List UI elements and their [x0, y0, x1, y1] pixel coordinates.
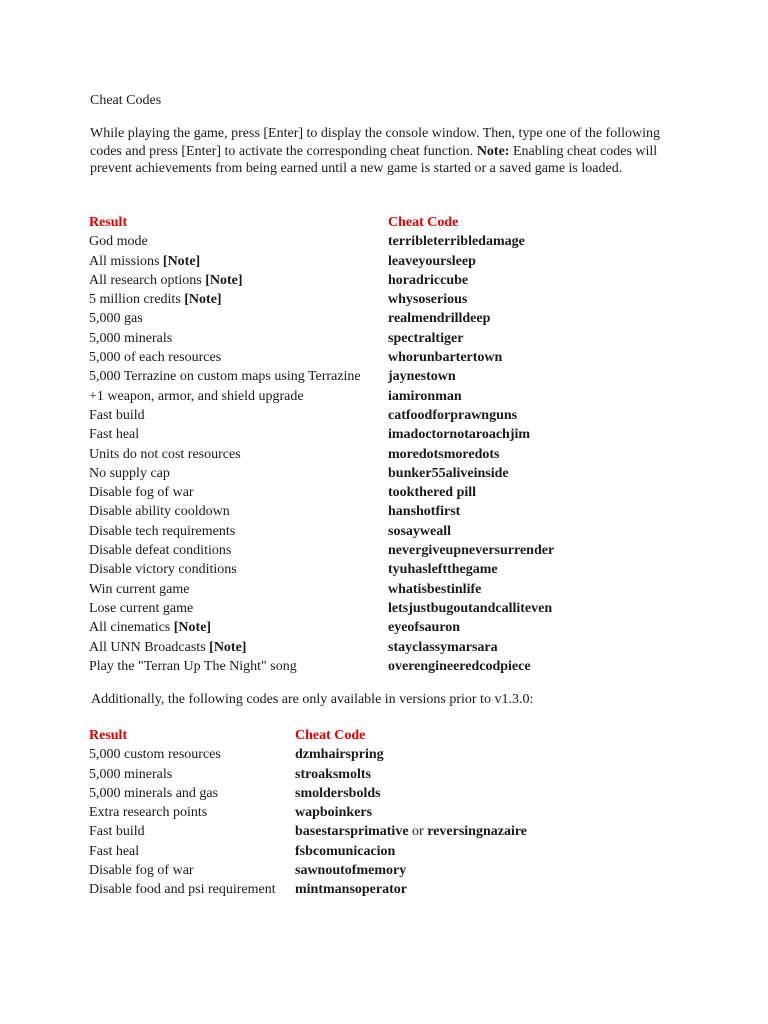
table-row — [89, 880, 527, 899]
cheat-code-cell: tyuhasleftthegame — [388, 562, 498, 578]
table-row — [89, 329, 554, 348]
cheat-code-cell: hanshotfirst — [388, 504, 461, 520]
table-row — [89, 290, 554, 309]
result-cell — [89, 464, 388, 483]
cheat-code-cell: bunker55aliveinside — [388, 465, 509, 481]
table-row — [89, 765, 527, 784]
result-text: Disable ability cooldown — [89, 504, 230, 520]
table-row — [89, 803, 527, 822]
table-row — [89, 861, 527, 880]
code-joiner: or — [408, 824, 428, 840]
result-text: 5,000 of each resources — [89, 350, 222, 366]
result-text: Disable defeat conditions — [89, 543, 232, 559]
table-row — [89, 580, 554, 599]
cheat-code-cell: horadriccube — [388, 272, 469, 288]
cheat-code-cell — [295, 765, 527, 784]
table-row — [89, 406, 554, 425]
cheat-code-text: smoldersbolds — [295, 785, 381, 801]
result-text: Win current game — [89, 581, 190, 597]
table-row — [89, 464, 554, 483]
cheat-code-cell: nevergiveupneversurrender — [388, 543, 555, 559]
result-cell: Extra research points — [89, 805, 208, 821]
intro-note-label: Note: — [476, 143, 510, 159]
result-cell — [89, 329, 388, 348]
result-cell: Disable fog of war — [89, 863, 194, 879]
result-cell: Disable food and psi requirement — [89, 882, 276, 898]
table-row — [89, 367, 554, 386]
table-row — [89, 271, 554, 290]
cheat-code-cell: terribleterribledamage — [388, 234, 525, 250]
page-title: Cheat Codes — [90, 93, 162, 108]
result-cell — [89, 522, 388, 541]
result-cell — [89, 425, 388, 444]
result-cell: 5,000 custom resources — [89, 747, 221, 763]
cheat-code-cell — [295, 861, 527, 880]
result-header: Result — [89, 215, 128, 230]
intro-paragraph — [90, 125, 670, 178]
cheat-code-text: mintmansoperator — [295, 882, 407, 898]
cheat-code-cell: sosayweall — [388, 523, 451, 539]
result-text: No supply cap — [89, 465, 170, 481]
cheat-code-cell: letsjustbugoutandcalliteven — [388, 600, 553, 616]
result-text: Disable victory conditions — [89, 562, 237, 578]
result-text: +1 weapon, armor, and shield upgrade — [89, 388, 304, 404]
result-cell — [89, 618, 388, 637]
result-text: 5 million credits — [89, 292, 185, 308]
result-text: Units do not cost resources — [89, 446, 241, 462]
result-cell — [89, 348, 388, 367]
result-text: All UNN Broadcasts — [89, 639, 210, 655]
table-row — [89, 348, 554, 367]
result-cell — [89, 580, 388, 599]
result-cell — [89, 657, 388, 676]
table-row — [89, 387, 554, 406]
result-text: Disable fog of war — [89, 485, 194, 501]
result-text: Lose current game — [89, 600, 194, 616]
table-row — [89, 745, 527, 764]
table-row — [89, 425, 554, 444]
result-cell: Fast heal — [89, 843, 140, 859]
cheat-code-cell: realmendrilldeep — [388, 311, 491, 327]
cheat-code-text: fsbcomunicacion — [295, 843, 396, 859]
result-cell — [89, 271, 388, 290]
cheat-code-cell: eyeofsauron — [388, 620, 461, 636]
legacy-cheat-code-header: Cheat Code — [295, 728, 366, 743]
result-text: All research options — [89, 272, 206, 288]
cheat-code-cell: whatisbestinlife — [388, 581, 482, 597]
cheat-code-cell: leaveyoursleep — [388, 253, 476, 269]
result-text: All missions — [89, 253, 163, 269]
cheat-code-cell: spectraltiger — [388, 330, 464, 346]
cheat-code-text: sawnoutofmemory — [295, 863, 407, 879]
cheat-code-cell — [295, 880, 527, 899]
result-text: God mode — [89, 234, 148, 250]
result-cell — [89, 252, 388, 271]
result-cell — [89, 599, 388, 618]
cheat-code-cell: imadoctornotaroachjim — [388, 427, 531, 443]
result-cell: 5,000 minerals — [89, 766, 173, 782]
cheat-code-cell: stayclassymarsara — [388, 639, 498, 655]
result-text: Fast heal — [89, 427, 140, 443]
result-cell: Fast build — [89, 824, 145, 840]
cheat-code-cell: whorunbartertown — [388, 350, 503, 366]
result-cell: 5,000 minerals and gas — [89, 785, 219, 801]
cheat-code-cell — [295, 822, 527, 841]
result-cell — [89, 502, 388, 521]
result-cell — [89, 445, 388, 464]
alt-cheat-code-text: reversingnazaire — [427, 824, 528, 840]
legacy-table-header-row — [89, 726, 527, 745]
table-row — [89, 842, 527, 861]
result-cell — [89, 309, 388, 328]
cheat-code-cell — [295, 745, 527, 764]
cheat-code-cell: jaynestown — [388, 369, 456, 385]
cheat-code-header: Cheat Code — [388, 215, 459, 230]
intro-text-after: Enabling cheat codes will prevent achievements from being earned until a new game is started or a saved game is loaded. — [90, 143, 658, 176]
table-row — [89, 541, 554, 560]
table-row — [89, 638, 554, 657]
cheat-code-cell: whysoserious — [388, 292, 468, 308]
table-row — [89, 252, 554, 271]
result-cell — [89, 638, 388, 657]
table-header-row — [89, 213, 554, 232]
intro-text: While playing the game, press [Enter] to display the console window. Then, type one of the following codes and press [Enter] to activate the corresponding cheat function. — [90, 126, 660, 159]
result-text: All cinematics — [89, 620, 174, 636]
result-cell — [89, 483, 388, 502]
table-row — [89, 618, 554, 637]
note-tag: [Note] — [205, 272, 243, 288]
table-row — [89, 657, 554, 676]
cheat-code-cell — [295, 803, 527, 822]
result-text: Disable tech requirements — [89, 523, 236, 539]
table-row — [89, 522, 554, 541]
result-cell — [89, 387, 388, 406]
legacy-result-header: Result — [89, 728, 128, 743]
result-cell — [89, 406, 388, 425]
result-text: 5,000 Terrazine on custom maps using Terrazine — [89, 369, 361, 385]
legacy-cheat-code-table — [89, 726, 527, 900]
table-row — [89, 599, 554, 618]
cheat-code-text: wapboinkers — [295, 805, 373, 821]
table-row — [89, 232, 554, 251]
cheat-code-cell — [295, 784, 527, 803]
table-row — [89, 822, 527, 841]
note-tag: [Note] — [162, 253, 201, 269]
result-cell — [89, 367, 388, 386]
result-text: 5,000 gas — [89, 311, 143, 327]
cheat-code-cell: overengineeredcodpiece — [388, 658, 531, 674]
cheat-code-cell: tookthered pill — [388, 485, 477, 501]
cheat-code-text: dzmhairspring — [295, 747, 384, 763]
result-cell — [89, 560, 388, 579]
cheat-code-cell: iamironman — [388, 388, 462, 404]
cheat-code-text: basestarsprimative — [295, 824, 409, 840]
table-row — [89, 502, 554, 521]
result-text: Play the "Terran Up The Night" song — [89, 658, 297, 674]
additional-note: Additionally, the following codes are only available in versions prior to v1.3.0: — [91, 692, 534, 707]
table-row — [89, 784, 527, 803]
note-tag: [Note] — [173, 620, 212, 636]
cheat-code-cell — [295, 842, 527, 861]
result-cell — [89, 232, 388, 251]
result-cell — [89, 541, 388, 560]
result-text: 5,000 minerals — [89, 330, 173, 346]
table-row — [89, 445, 554, 464]
cheat-code-table — [89, 213, 554, 676]
table-row — [89, 560, 554, 579]
cheat-code-cell: catfoodforprawnguns — [388, 407, 518, 423]
cheat-code-cell: moredotsmoredots — [388, 446, 500, 462]
note-tag: [Note] — [184, 292, 222, 308]
table-row — [89, 309, 554, 328]
result-cell — [89, 290, 388, 309]
cheat-code-text: stroaksmolts — [295, 766, 371, 782]
note-tag: [Note] — [209, 639, 247, 655]
table-row — [89, 483, 554, 502]
result-text: Fast build — [89, 407, 145, 423]
